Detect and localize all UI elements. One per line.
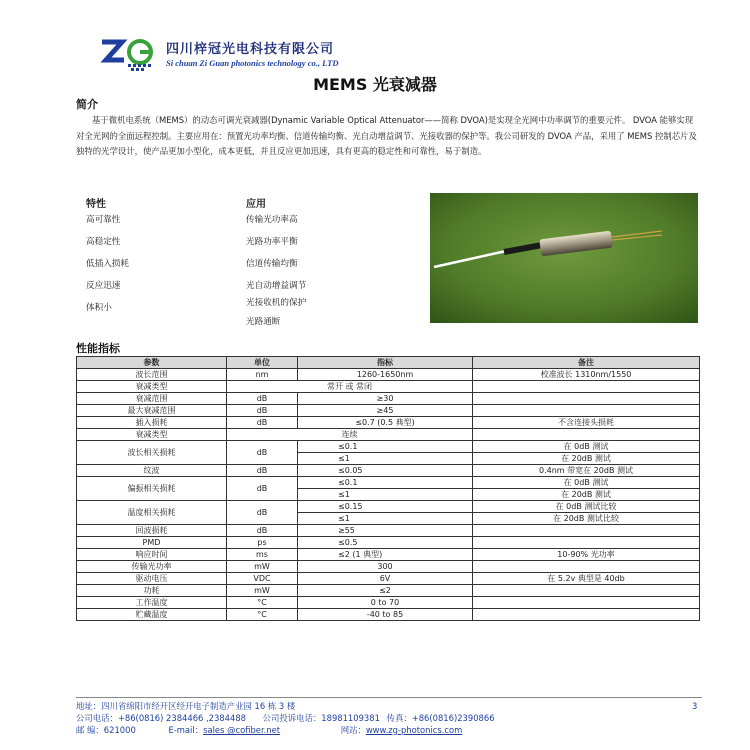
note-cell: 校准波长 1310nm/1550 xyxy=(473,369,700,381)
value-cell: ≤2 xyxy=(298,585,473,597)
email-link[interactable]: sales @cofiber.net xyxy=(203,725,281,735)
spec-table xyxy=(76,356,700,621)
table-row xyxy=(77,381,700,393)
complaint-label: 公司投诉电话： xyxy=(262,713,322,723)
param-cell: 偏振相关损耗 xyxy=(77,477,227,501)
note-cell: 在 0dB 测试 xyxy=(473,477,700,489)
table-row xyxy=(77,561,700,573)
param-cell: 功耗 xyxy=(77,585,227,597)
table-row xyxy=(77,477,700,489)
page-title: MEMS 光衰减器 xyxy=(313,75,437,94)
note-cell: 0.4nm 带宽在 20dB 测试 xyxy=(473,465,700,477)
param-cell: 衰减范围 xyxy=(77,393,227,405)
complaint-value: 18981109381 xyxy=(321,713,380,723)
fax-label: 传真： xyxy=(386,713,412,723)
unit-cell: mW xyxy=(227,585,298,597)
value-cell: 300 xyxy=(298,561,473,573)
note-cell: 在 20dB 测试 xyxy=(473,453,700,465)
value-cell: 0 to 70 xyxy=(298,597,473,609)
param-cell: 纹波 xyxy=(77,465,227,477)
param-cell: 传输光功率 xyxy=(77,561,227,573)
value-cell: ≤1 xyxy=(298,489,473,501)
unit-cell: dB xyxy=(227,441,298,465)
value-cell: -40 to 85 xyxy=(298,609,473,621)
features-heading: 特性 xyxy=(86,199,106,210)
footer-web-line xyxy=(76,724,462,736)
header-cell: 备注 xyxy=(473,357,700,369)
param-cell: 响应时间 xyxy=(77,549,227,561)
value-cell: 连续 xyxy=(227,429,473,441)
table-row xyxy=(77,429,700,441)
header-cell: 单位 xyxy=(227,357,298,369)
note-cell xyxy=(473,537,700,549)
intro-text: 基于微机电系统（MEMS）的动态可调光衰减器(Dynamic Variable Optical Attenuator——简称 DVOA)是实现全光网中功率调节的重要元件。 DVOA 能够实现对全光网的全面远程控制。主要应用在：预置光功率均衡、信道传输均衡、光自动增益调节、光接收器的保护等。我公司研发的 DVOA 产品，采用了 MEMS 控制芯片及独特的光学设计，使产品更加小型化，成本更低，并且反应更加迅速，具有更高的稳定性和可靠性，易于制造。 xyxy=(76,115,697,156)
value-cell: ≤0.05 xyxy=(298,465,473,477)
footer-contact-line xyxy=(76,712,495,724)
table-row xyxy=(77,597,700,609)
application-item: 传输光功率高 xyxy=(246,215,298,225)
feature-item: 高稳定性 xyxy=(86,237,121,247)
note-cell xyxy=(473,585,700,597)
table-row xyxy=(77,465,700,477)
note-cell: 10-90% 光功率 xyxy=(473,549,700,561)
note-cell: 在 20dB 测试比较 xyxy=(473,513,700,525)
unit-cell: ms xyxy=(227,549,298,561)
note-cell: 在 0dB 测试 xyxy=(473,441,700,453)
note-cell xyxy=(473,381,700,393)
value-cell: ≤0.1 xyxy=(298,477,473,489)
value-cell: ≥30 xyxy=(298,393,473,405)
company-name-en: Si chuan Zi Guan photonics technology co., LTD xyxy=(166,58,339,68)
note-cell: 在 0dB 测试比较 xyxy=(473,501,700,513)
phone-value: +86(0816) 2384466 ,2384488 xyxy=(117,713,246,723)
phone-label: 公司电话： xyxy=(76,713,118,723)
table-row xyxy=(77,549,700,561)
product-photo xyxy=(430,193,698,323)
table-row xyxy=(77,441,700,453)
value-cell: ≤1 xyxy=(298,453,473,465)
note-cell xyxy=(473,405,700,417)
application-item: 光接收机的保护 xyxy=(246,298,307,308)
table-row xyxy=(77,525,700,537)
value-cell: ≤1 xyxy=(298,513,473,525)
header-cell: 参数 xyxy=(77,357,227,369)
company-logo xyxy=(98,36,160,72)
param-cell: 插入损耗 xyxy=(77,417,227,429)
param-cell: 最大衰减范围 xyxy=(77,405,227,417)
table-row xyxy=(77,573,700,585)
table-row xyxy=(77,405,700,417)
unit-cell: dB xyxy=(227,525,298,537)
value-cell: ≤0.7 (0.5 典型) xyxy=(298,417,473,429)
unit-cell: mW xyxy=(227,561,298,573)
application-item: 光路通断 xyxy=(246,317,281,327)
value-cell: ≥55 xyxy=(298,525,473,537)
email-label: E-mail： xyxy=(168,725,204,735)
table-header-row xyxy=(77,357,700,369)
value-cell: ≤2 (1 典型) xyxy=(298,549,473,561)
website-label: 网站： xyxy=(340,725,366,735)
application-item: 信道传输均衡 xyxy=(246,259,298,269)
application-item: 光路功率平衡 xyxy=(246,237,298,247)
note-cell: 在 20dB 测试 xyxy=(473,489,700,501)
website-link[interactable]: www.zg-photonics.com xyxy=(365,725,463,735)
unit-cell: nm xyxy=(227,369,298,381)
table-row xyxy=(77,417,700,429)
unit-cell: ps xyxy=(227,537,298,549)
value-cell: ≥45 xyxy=(298,405,473,417)
value-cell: ≤0.15 xyxy=(298,501,473,513)
note-cell xyxy=(473,525,700,537)
zip-label: 邮 编： xyxy=(76,725,104,735)
spec-heading: 性能指标 xyxy=(76,342,120,355)
table-row xyxy=(77,537,700,549)
note-cell xyxy=(473,393,700,405)
note-cell xyxy=(473,597,700,609)
value-cell: 常开 或 常闭 xyxy=(227,381,473,393)
feature-item: 反应迅速 xyxy=(86,281,121,291)
param-cell: PMD xyxy=(77,537,227,549)
param-cell: 衰减类型 xyxy=(77,381,227,393)
value-cell: ≤0.1 xyxy=(298,441,473,453)
table-row xyxy=(77,609,700,621)
feature-item: 高可靠性 xyxy=(86,215,121,225)
fax-value: +86(0816)2390866 xyxy=(411,713,495,723)
note-cell xyxy=(473,609,700,621)
note-cell xyxy=(473,429,700,441)
param-cell: 温度相关损耗 xyxy=(77,501,227,525)
feature-item: 体积小 xyxy=(86,303,112,313)
intro-heading: 简介 xyxy=(76,98,98,111)
unit-cell: dB xyxy=(227,465,298,477)
value-cell: 6V xyxy=(298,573,473,585)
unit-cell: dB xyxy=(227,501,298,525)
unit-cell: dB xyxy=(227,417,298,429)
param-cell: 回波损耗 xyxy=(77,525,227,537)
unit-cell: dB xyxy=(227,405,298,417)
unit-cell: °C xyxy=(227,609,298,621)
header-cell: 指标 xyxy=(298,357,473,369)
footer-address: 地址：四川省绵阳市经开区经开电子制造产业园 16 栋 3 楼 xyxy=(76,701,296,711)
zip-value: 621000 xyxy=(103,725,136,735)
param-cell: 波长相关损耗 xyxy=(77,441,227,465)
param-cell: 工作温度 xyxy=(77,597,227,609)
table-row xyxy=(77,501,700,513)
unit-cell: dB xyxy=(227,477,298,501)
param-cell: 衰减类型 xyxy=(77,429,227,441)
param-cell: 贮藏温度 xyxy=(77,609,227,621)
table-row xyxy=(77,369,700,381)
table-row xyxy=(77,393,700,405)
unit-cell: VDC xyxy=(227,573,298,585)
company-name-cn: 四川梓冠光电科技有限公司 xyxy=(166,42,335,57)
application-item: 光自动增益调节 xyxy=(246,281,307,291)
note-cell xyxy=(473,561,700,573)
unit-cell: °C xyxy=(227,597,298,609)
note-cell: 不含连接头损耗 xyxy=(473,417,700,429)
value-cell: ≤0.5 xyxy=(298,537,473,549)
param-cell: 驱动电压 xyxy=(77,573,227,585)
unit-cell: dB xyxy=(227,393,298,405)
applications-heading: 应用 xyxy=(246,199,266,210)
table-row xyxy=(77,585,700,597)
page-number: 3 xyxy=(692,701,698,711)
feature-item: 低插入损耗 xyxy=(86,259,129,269)
value-cell: 1260-1650nm xyxy=(298,369,473,381)
param-cell: 波长范围 xyxy=(77,369,227,381)
footer-divider xyxy=(76,697,702,698)
note-cell: 在 5.2v 典型是 40db xyxy=(473,573,700,585)
